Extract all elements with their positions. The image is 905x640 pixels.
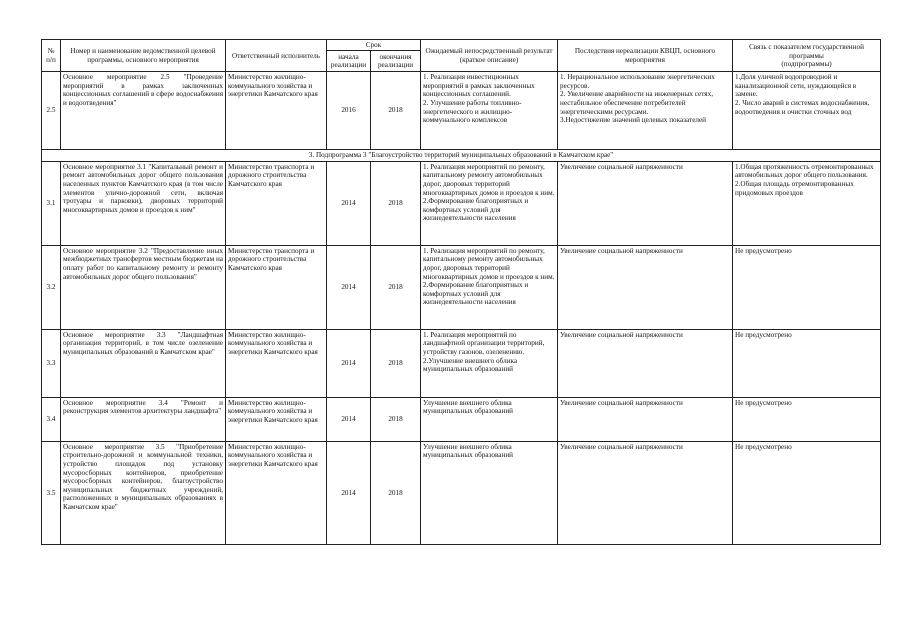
header-num: № п/п [42,40,61,72]
row-responsible: Министерство транспорта и дорожного строительства Камчатского края [226,245,327,329]
table-row [42,72,881,150]
row-consequences: Увеличение социальной напряженности [558,441,733,544]
table-row [42,161,881,245]
table-row [42,397,881,441]
row-result: 1. Реализация мероприятий по ремонту, капитальному ремонту автомобильных дорог, дворовых территорий многоквартирных домов и проездов к ним. 2.Формирование благоприятных и комфортных условий для жизнедеятельности населения [421,161,558,245]
table-row [42,329,881,397]
row-num: 3.3 [42,329,61,397]
row-link: 1.Общая протяженность отремонтированных автомобильных дорог общего пользования. 2.Общая площадь отремонтированных придомовых проездов [733,161,881,245]
row-result: 1. Реализация инвестиционных мероприятий в рамках заключенных концессионных соглашений. 2. Улучшение работы топливно-энергетического и жилищно-коммунального комплексов [421,72,558,150]
row-name: Основное мероприятие 3.5 "Приобретение строительно-дорожной и коммунальной техники, устройство площадок под установку мусоросборных контейнеров, приобретение мусоросборных контейнеров, благоустройство муниципальных бюджетных учреждений, расположенных в муниципальных образованиях в Камчатском крае" [61,441,226,544]
row-result: Улучшение внешнего облика муниципальных образований [421,397,558,441]
row-name: Основное мероприятие 3.1 "Капитальный ремонт и ремонт автомобильных дорог общего пользования населенных пунктов Камчатского края (в том числе элементов улично-дорожной сети, включая тротуары и парковки), дворовых территорий многоквартирных домов и проездов к ним" [61,161,226,245]
row-end: 2018 [371,441,421,544]
row-start: 2014 [327,245,371,329]
row-start: 2014 [327,397,371,441]
row-responsible: Министерство транспорта и дорожного строительства Камчатского края [226,161,327,245]
header-consequences: Последствия нереализации КВЦП, основного мероприятия [558,40,733,72]
row-name: Основное мероприятие 3.2 "Предоставление иных межбюджетных трансфертов местным бюджетам на оплату работ по капитальному ремонту и ремонту автомобильных дорог общего пользования" [61,245,226,329]
row-link: 1.Доля уличной водопроводной и канализационной сети, нуждающейся в замене. 2. Число аварий в системах водоснабжения, водоотведения и очистки сточных вод [733,72,881,150]
row-link: Не предусмотрено [733,397,881,441]
row-name: Основное мероприятие 2.5 "Проведение мероприятий в рамках заключенных концессионных соглашений в сфере водоснабжения и водоотведения" [61,72,226,150]
row-name: Основное мероприятие 3.3 "Ландшафтная организация территорий, в том числе озеленение муниципальных образований в Камчатском крае" [61,329,226,397]
row-responsible: Министерство жилищно-коммунального хозяйства и энергетики Камчатского края [226,329,327,397]
row-num: 3.4 [42,397,61,441]
row-consequences: Увеличение социальной напряженности [558,329,733,397]
header-name: Номер и наименование ведомственной целевой программы, основного мероприятия [61,40,226,72]
row-start: 2014 [327,329,371,397]
program-measures-table [41,39,881,545]
row-start: 2014 [327,441,371,544]
row-num: 3.5 [42,441,61,544]
row-consequences: Увеличение социальной напряженности [558,245,733,329]
row-num: 3.2 [42,245,61,329]
row-result: 1. Реализация мероприятий по ландшафтной организации территорий, устройству газонов, озеленению. 2.Улучшение внешнего облика муниципальных образований [421,329,558,397]
row-responsible: Министерство жилищно-коммунального хозяйства и энергетики Камчатского края [226,397,327,441]
row-consequences: Увеличение социальной напряженности [558,161,733,245]
row-responsible: Министерство жилищно-коммунального хозяйства и энергетики Камчатского края [226,72,327,150]
header-end: окончания реализации [371,51,421,72]
header-term: Срок [327,40,421,51]
row-end: 2018 [371,329,421,397]
row-end: 2018 [371,161,421,245]
header-link: Связь с показателем государственной программы (подпрограммы) [733,40,881,72]
row-start: 2016 [327,72,371,150]
row-num: 3.1 [42,161,61,245]
header-result: Ожидаемый непосредственный результат (краткое описание) [421,40,558,72]
row-link: Не предусмотрено [733,245,881,329]
header-responsible: Ответственный исполнитель [226,40,327,72]
row-link: Не предусмотрено [733,329,881,397]
header-start: начала реализации [327,51,371,72]
row-start: 2014 [327,161,371,245]
row-consequences: 1. Нерациональное использование энергетических ресурсов. 2. Увеличение аварийности на инженерных сетях, нестабильное обеспечение потребителей энергетическими ресурсами. 3.Недостижение значений целевых показателей [558,72,733,150]
row-end: 2018 [371,72,421,150]
row-result: Улучшение внешнего облика муниципальных образований [421,441,558,544]
row-end: 2018 [371,245,421,329]
row-link: Не предусмотрено [733,441,881,544]
row-responsible: Министерство жилищно-коммунального хозяйства и энергетики Камчатского края [226,441,327,544]
row-name: Основное мероприятие 3.4 "Ремонт и реконструкция элементов архитектуры ландшафта" [61,397,226,441]
subprogram-row [42,150,881,162]
row-consequences: Увеличение социальной напряженности [558,397,733,441]
row-num: 2.5 [42,72,61,150]
row-end: 2018 [371,397,421,441]
table-row [42,441,881,544]
subprogram-title: 3. Подпрограмма 3 "Благоустройство территорий муниципальных образований в Камчатском крае" [42,150,881,162]
table-row [42,245,881,329]
row-result: 1. Реализация мероприятий по ремонту, капитальному ремонту автомобильных дорог, дворовых территорий многоквартирных домов и проездов к ним. 2.Формирование благоприятных и комфортных условий для жизнедеятельности населения [421,245,558,329]
